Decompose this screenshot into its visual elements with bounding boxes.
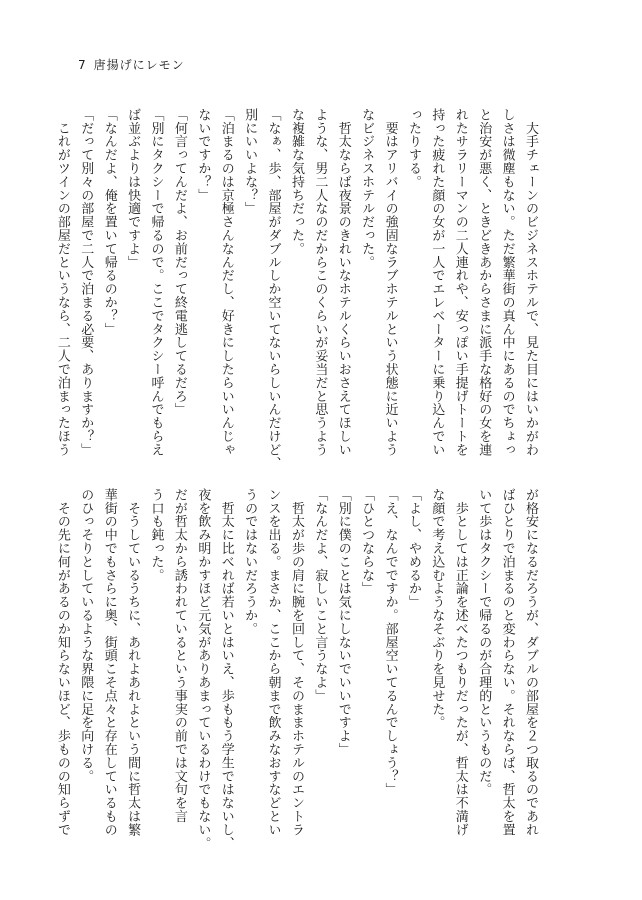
text-line: が格安になるだろうが、ダブルの部屋を２つ取るのであれ	[523, 488, 538, 837]
text-line: そうしているうちに、あれよあれよという間に哲太は繁	[125, 488, 141, 837]
text-line: と治安が悪く、ときどきあからさまに派手な格好の女を連	[476, 108, 492, 457]
text-line: 「え、なんでですか。部屋空いてるんでしょう？」	[382, 488, 398, 797]
text-line: 「なんだよ、俺を置いて帰るのか？」	[101, 108, 117, 336]
text-line: 持った疲れた顔の女が一人でエレベーターに乗り込んでい	[429, 108, 445, 457]
text-line: のひっそりとしているような界隈に足を向ける。	[78, 488, 94, 783]
text-line: 別にいいよな？」	[242, 108, 258, 216]
text-line: 「なんだよ、寂しいこと言うなよ」	[312, 488, 328, 703]
text-block-top	[54, 108, 542, 470]
text-line: ンスを出る。まさか、ここから朝まで飲みなおすなどとい	[265, 488, 281, 837]
chapter-header	[78, 56, 185, 73]
text-line: 哲太に比べれば若いとはいえ、歩ももう学生ではないし、	[218, 488, 234, 850]
text-line: うのではないだろうか。	[242, 488, 258, 636]
text-line: 「泊まるのは京極さんなんだし、好きにしたらいいんじゃ	[218, 108, 234, 457]
text-line: 「よし、やめるか」	[405, 488, 421, 609]
text-line: な顔で考え込むようなそぶりを見せた。	[429, 488, 445, 730]
text-line: ば並ぶよりは快適ですよ」	[125, 108, 141, 269]
text-line: いて歩はタクシーで帰るのが合理的というものだ。	[476, 488, 492, 797]
text-line: れたサラリーマンの二人連れや、安っぽい手提げトートを	[452, 108, 468, 457]
text-line: 夜を飲み明かすほど元気がありあまっているわけでもない。	[195, 488, 211, 850]
text-line: 「別にタクシーで帰るので。ここでタクシー呼んでもらえ	[148, 108, 164, 457]
text-line: 大手チェーンのビジネスホテルで、見た目にはいかがわ	[523, 108, 538, 457]
text-line: なビジネスホテルだった。	[359, 108, 375, 269]
text-line: う口も鈍った。	[148, 488, 164, 582]
text-line: ったりする。	[405, 108, 421, 189]
text-line: ないですか？」	[195, 108, 211, 202]
text-line: 要はアリバイの強固なラブホテルという状態に近いよう	[382, 108, 398, 457]
text-line: 「なぁ、歩、部屋がダブルしか空いてないらしいんだけど、	[265, 108, 281, 470]
text-line: しさは微塵もない。ただ繁華街の真ん中にあるのでちょっ	[499, 108, 515, 457]
text-line: だが哲太から誘われているという事実の前では文句を言	[171, 488, 187, 823]
text-block-bottom	[54, 488, 542, 850]
text-line: 華街の中でもさらに奥、街頭こそ点々と存在しているもの	[101, 488, 117, 837]
text-line: 哲太が歩の肩に腕を回して、そのままホテルのエントラ	[288, 488, 304, 837]
text-line: ばひとりで泊まるのと変わらない。それならば、哲太を置	[499, 488, 515, 837]
text-line: な複雑な気持ちだった。	[288, 108, 304, 256]
chapter-title: 唐揚げにレモン	[93, 58, 185, 72]
chapter-number: 7	[78, 58, 87, 72]
text-line: 「だって別々の部屋で二人で泊まる必要、ありますか？」	[78, 108, 94, 457]
text-line: ような、男二人なのだからこのくらいが妥当だと思うよう	[312, 108, 328, 457]
text-line: 「何言ってんだよ、お前だって終電逃してるだろ」	[171, 108, 187, 417]
text-line: 歩としては正論を述べたつもりだったが、哲太は不満げ	[452, 488, 468, 837]
text-line: 「ひとつならな」	[359, 488, 375, 596]
text-line: その先に何があるのか知らないほど、歩ものの知らずで	[54, 488, 70, 837]
text-line: 哲太ならば夜景のきれいなホテルくらいおさえてほしい	[335, 108, 351, 457]
text-line: これがツインの部屋だというなら、二人で泊まったほう	[54, 108, 70, 457]
text-line: 「別に僕のことは気にしないでいいですよ」	[335, 488, 351, 756]
